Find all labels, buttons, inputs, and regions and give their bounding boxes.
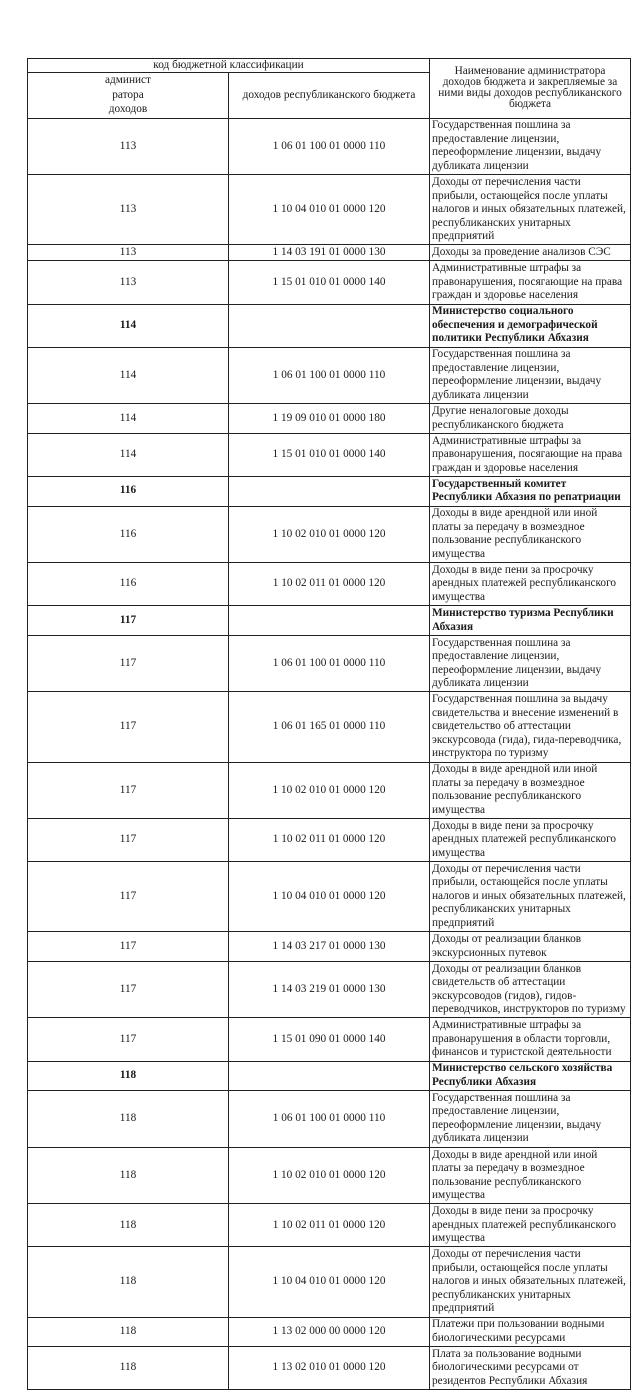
admin-code-cell: 117 <box>28 862 229 932</box>
income-code-cell: 1 10 04 010 01 0000 120 <box>229 1247 430 1317</box>
name-cell: Доходы в виде пени за просрочку арендных платежей республиканского имущества <box>430 1204 631 1247</box>
name-cell: Административные штрафы за правонарушения, посягающие на права граждан и здоровье населения <box>430 261 631 304</box>
name-cell: Государственная пошлина за выдачу свидетельства и внесение изменений в свидетельство об аттестации экскурсовода (гида), гида-переводчика, инструктора по туризму <box>430 692 631 762</box>
name-cell: Доходы от перечисления части прибыли, остающейся после уплаты налогов и иных обязательных платежей, республиканских унитарных предприятий <box>430 175 631 245</box>
admin-code-cell: 117 <box>28 606 229 636</box>
name-cell: Административные штрафы за правонарушения в области торговли, финансов и туристской деятельности <box>430 1018 631 1061</box>
name-cell: Платежи при пользовании водными биологическими ресурсами <box>430 1317 631 1347</box>
table-row <box>28 932 631 962</box>
name-cell: Другие неналоговые доходы республиканского бюджета <box>430 404 631 434</box>
table-row-administrator <box>28 476 631 506</box>
name-cell: Государственная пошлина за предоставление лицензии, переоформление лицензии, выдачу дубликата лицензии <box>430 635 631 692</box>
income-code-cell: 1 10 04 010 01 0000 120 <box>229 862 430 932</box>
name-cell: Доходы в виде арендной или иной платы за передачу в возмездное пользование республиканского имущества <box>430 762 631 819</box>
income-code-cell: 1 10 02 011 01 0000 120 <box>229 563 430 606</box>
name-cell: Государственная пошлина за предоставление лицензии, переоформление лицензии, выдачу дубликата лицензии <box>430 347 631 404</box>
table-body <box>28 118 631 1390</box>
name-cell: Доходы в виде арендной или иной платы за передачу в возмездное пользование республиканского имущества <box>430 506 631 563</box>
table-row <box>28 506 631 563</box>
income-code-cell: 1 06 01 100 01 0000 110 <box>229 347 430 404</box>
table-row <box>28 1204 631 1247</box>
income-code-cell: 1 10 02 011 01 0000 120 <box>229 1204 430 1247</box>
name-cell: Доходы в виде пени за просрочку арендных платежей республиканского имущества <box>430 563 631 606</box>
table-row <box>28 961 631 1018</box>
income-code-cell: 1 14 03 191 01 0000 130 <box>229 245 430 261</box>
name-cell: Доходы за проведение анализов СЭС <box>430 245 631 261</box>
admin-code-cell: 116 <box>28 563 229 606</box>
table-row <box>28 347 631 404</box>
header-admin <box>28 72 229 118</box>
admin-code-cell: 118 <box>28 1317 229 1347</box>
income-code-cell: 1 06 01 100 01 0000 110 <box>229 118 430 175</box>
header-admin-line: админист <box>105 74 151 87</box>
income-code-cell: 1 10 02 010 01 0000 120 <box>229 506 430 563</box>
income-code-cell: 1 10 02 010 01 0000 120 <box>229 1147 430 1204</box>
income-code-cell: 1 19 09 010 01 0000 180 <box>229 404 430 434</box>
admin-code-cell: 117 <box>28 762 229 819</box>
table-row <box>28 404 631 434</box>
header-group-budget-classification: код бюджетной классификации <box>28 59 430 73</box>
income-code-cell: 1 15 01 010 01 0000 140 <box>229 261 430 304</box>
name-cell: Государственный комитет Республики Абхазия по репатриации <box>430 476 631 506</box>
name-cell: Доходы в виде арендной или иной платы за передачу в возмездное пользование республиканского имущества <box>430 1147 631 1204</box>
table-row <box>28 175 631 245</box>
admin-code-cell: 117 <box>28 692 229 762</box>
table-row <box>28 1018 631 1061</box>
admin-code-cell: 118 <box>28 1347 229 1390</box>
admin-code-cell: 118 <box>28 1091 229 1148</box>
name-cell: Административные штрафы за правонарушения, посягающие на права граждан и здоровье населения <box>430 433 631 476</box>
income-code-cell: 1 13 02 000 00 0000 120 <box>229 1317 430 1347</box>
table-row <box>28 762 631 819</box>
table-row <box>28 635 631 692</box>
name-cell: Доходы от перечисления части прибыли, остающейся после уплаты налогов и иных обязательных платежей, республиканских унитарных предприятий <box>430 1247 631 1317</box>
name-cell: Доходы от перечисления части прибыли, остающейся после уплаты налогов и иных обязательных платежей, республиканских унитарных предприятий <box>430 862 631 932</box>
admin-code-cell: 117 <box>28 1018 229 1061</box>
table-row <box>28 1247 631 1317</box>
name-cell: Министерство социального обеспечения и демографической политики Республики Абхазия <box>430 304 631 347</box>
income-code-cell: 1 10 04 010 01 0000 120 <box>229 175 430 245</box>
name-cell: Государственная пошлина за предоставление лицензии, переоформление лицензии, выдачу дубликата лицензии <box>430 118 631 175</box>
income-code-cell: 1 06 01 100 01 0000 110 <box>229 1091 430 1148</box>
admin-code-cell: 117 <box>28 932 229 962</box>
admin-code-cell: 113 <box>28 118 229 175</box>
table-row <box>28 1317 631 1347</box>
table-row-administrator <box>28 304 631 347</box>
income-code-cell <box>229 1061 430 1091</box>
admin-code-cell: 117 <box>28 961 229 1018</box>
income-code-cell <box>229 606 430 636</box>
admin-code-cell: 118 <box>28 1247 229 1317</box>
table-row <box>28 1347 631 1390</box>
name-cell: Доходы от реализации бланков свидетельств об аттестации экскурсоводов (гидов), гидов-переводчиков, инструкторов по туризму <box>430 961 631 1018</box>
table-row <box>28 819 631 862</box>
admin-code-cell: 118 <box>28 1147 229 1204</box>
name-cell: Доходы в виде пени за просрочку арендных платежей республиканского имущества <box>430 819 631 862</box>
income-code-cell: 1 14 03 217 01 0000 130 <box>229 932 430 962</box>
name-cell: Доходы от реализации бланков экскурсионных путевок <box>430 932 631 962</box>
table-row <box>28 1091 631 1148</box>
header-name: Наименование администратора доходов бюджета и закрепляемые за ними виды доходов республиканского бюджета <box>430 59 631 119</box>
name-cell: Министерство сельского хозяйства Республики Абхазия <box>430 1061 631 1091</box>
table-row-administrator <box>28 1061 631 1091</box>
header-admin-line: ратора <box>112 88 144 101</box>
income-code-cell: 1 15 01 010 01 0000 140 <box>229 433 430 476</box>
table-row <box>28 118 631 175</box>
budget-classification-table <box>27 58 631 1390</box>
name-cell: Государственная пошлина за предоставление лицензии, переоформление лицензии, выдачу дубликата лицензии <box>430 1091 631 1148</box>
income-code-cell <box>229 304 430 347</box>
income-code-cell: 1 06 01 100 01 0000 110 <box>229 635 430 692</box>
income-code-cell: 1 10 02 011 01 0000 120 <box>229 819 430 862</box>
admin-code-cell: 118 <box>28 1061 229 1091</box>
table-row <box>28 563 631 606</box>
admin-code-cell: 114 <box>28 433 229 476</box>
income-code-cell: 1 15 01 090 01 0000 140 <box>229 1018 430 1061</box>
name-cell: Министерство туризма Республики Абхазия <box>430 606 631 636</box>
admin-code-cell: 117 <box>28 819 229 862</box>
name-cell: Плата за пользование водными биологическими ресурсами от резидентов Республики Абхазия <box>430 1347 631 1390</box>
table-row <box>28 1147 631 1204</box>
table-row-administrator <box>28 606 631 636</box>
admin-code-cell: 116 <box>28 476 229 506</box>
table-row <box>28 261 631 304</box>
income-code-cell <box>229 476 430 506</box>
income-code-cell: 1 14 03 219 01 0000 130 <box>229 961 430 1018</box>
admin-code-cell: 113 <box>28 245 229 261</box>
table-row <box>28 245 631 261</box>
table-row <box>28 433 631 476</box>
table-row <box>28 862 631 932</box>
income-code-cell: 1 13 02 010 01 0000 120 <box>229 1347 430 1390</box>
header-code: доходов республиканского бюджета <box>229 72 430 118</box>
header-admin-line: доходов <box>108 103 148 116</box>
income-code-cell: 1 06 01 165 01 0000 110 <box>229 692 430 762</box>
admin-code-cell: 114 <box>28 404 229 434</box>
admin-code-cell: 118 <box>28 1204 229 1247</box>
admin-code-cell: 117 <box>28 635 229 692</box>
admin-code-cell: 114 <box>28 304 229 347</box>
admin-code-cell: 113 <box>28 261 229 304</box>
admin-code-cell: 113 <box>28 175 229 245</box>
admin-code-cell: 114 <box>28 347 229 404</box>
income-code-cell: 1 10 02 010 01 0000 120 <box>229 762 430 819</box>
table-row <box>28 692 631 762</box>
admin-code-cell: 116 <box>28 506 229 563</box>
